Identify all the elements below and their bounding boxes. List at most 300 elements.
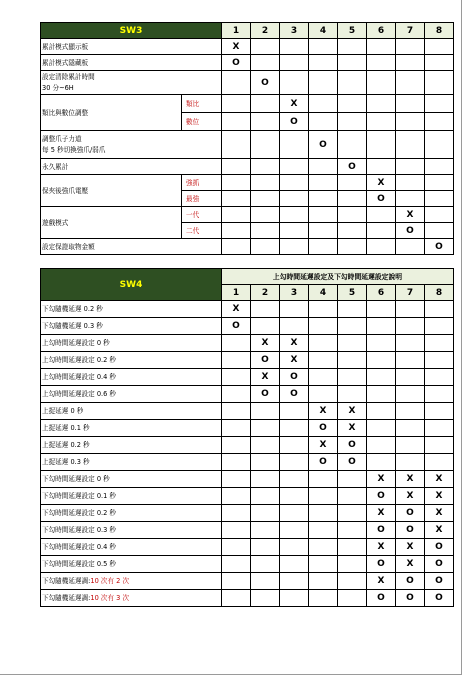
table-row [41,590,454,607]
switch-mark [338,335,367,352]
sw3-col-header: 2 [251,23,280,39]
switch-mark [396,369,425,386]
switch-mark [222,420,251,437]
row-sub-label: 最強 [182,191,222,207]
switch-mark [251,301,280,318]
switch-mark [338,207,367,223]
switch-mark [396,335,425,352]
switch-mark [309,71,338,95]
row-label-line: 每 5 秒切換強爪/弱爪 [42,145,106,154]
switch-mark [396,239,425,255]
switch-mark [425,95,454,113]
switch-mark [338,55,367,71]
switch-mark [280,454,309,471]
switch-mark [251,207,280,223]
switch-mark: X [280,335,309,352]
switch-mark [251,505,280,522]
table-row [41,95,454,113]
switch-mark [396,131,425,159]
switch-mark: X [367,505,396,522]
table-row [41,71,454,95]
row-label: 上勾時間延遲設定 0 秒 [41,335,222,352]
switch-mark [396,318,425,335]
switch-mark [251,573,280,590]
switch-mark: O [338,159,367,175]
switch-mark [338,556,367,573]
switch-mark [367,95,396,113]
sw4-header-row [41,269,454,285]
switch-mark [338,71,367,95]
switch-mark [338,386,367,403]
table-row [41,403,454,420]
switch-mark [280,403,309,420]
table-row [41,454,454,471]
switch-mark [251,159,280,175]
switch-mark: O [396,223,425,239]
switch-mark: O [396,573,425,590]
row-label: 下勾時間延遲設定 0.1 秒 [41,488,222,505]
switch-mark [251,239,280,255]
switch-mark [222,454,251,471]
switch-mark [425,335,454,352]
switch-mark: X [367,573,396,590]
switch-mark: X [396,556,425,573]
row-label: 遊戲模式 [41,207,182,239]
switch-mark [222,95,251,113]
switch-mark [338,590,367,607]
switch-mark [222,556,251,573]
switch-mark [367,55,396,71]
switch-mark [396,301,425,318]
switch-mark [367,131,396,159]
sw4-title: SW4 [41,269,222,301]
row-label: 下勾時間延遲設定 0.4 秒 [41,539,222,556]
switch-mark [309,175,338,191]
switch-mark [425,352,454,369]
switch-mark [280,175,309,191]
switch-mark [251,175,280,191]
sw3-title: SW3 [41,23,222,39]
switch-mark [338,239,367,255]
row-label: 下勾隨機延遲 0.2 秒 [41,301,222,318]
sw3-col-header: 1 [222,23,251,39]
switch-mark: O [425,556,454,573]
switch-mark [338,191,367,207]
switch-mark [367,454,396,471]
switch-mark [280,505,309,522]
switch-mark: O [251,352,280,369]
switch-mark [222,437,251,454]
switch-mark [425,71,454,95]
switch-mark [396,352,425,369]
switch-mark [251,488,280,505]
switch-mark [280,522,309,539]
switch-mark [222,335,251,352]
switch-mark [309,556,338,573]
switch-mark: X [280,352,309,369]
switch-mark [367,386,396,403]
switch-mark [396,403,425,420]
switch-mark [222,175,251,191]
row-label: 上勾時間延遲設定 0.6 秒 [41,386,222,403]
switch-mark [251,113,280,131]
switch-mark [309,239,338,255]
table-row [41,369,454,386]
switch-mark: O [367,590,396,607]
switch-mark [222,505,251,522]
switch-mark [425,301,454,318]
switch-mark [280,556,309,573]
switch-mark: X [222,39,251,55]
table-row [41,131,454,159]
sw3-col-header: 3 [280,23,309,39]
sw3-col-header: 4 [309,23,338,39]
switch-mark [425,207,454,223]
table-row [41,318,454,335]
switch-mark [309,223,338,239]
switch-mark [367,352,396,369]
table-row [41,175,454,191]
row-label: 設定保證取物金額 [41,239,222,255]
switch-mark: X [338,420,367,437]
switch-mark: X [425,471,454,488]
sw3-header-row [41,23,454,39]
sw3-table [40,22,454,255]
switch-mark [280,223,309,239]
switch-mark [367,113,396,131]
row-label: 下勾隨機延遲 0.3 秒 [41,318,222,335]
switch-mark [425,55,454,71]
row-label-highlight: 10 次有 2 次 [90,577,130,585]
row-label-prefix: 下勾隨機延遲調: [42,577,91,585]
row-label [41,131,222,159]
switch-mark: X [425,505,454,522]
switch-mark [396,159,425,175]
switch-mark [425,159,454,175]
switch-mark [280,191,309,207]
switch-mark [280,539,309,556]
table-row [41,239,454,255]
switch-mark [309,386,338,403]
sw4-col-header: 6 [367,285,396,301]
switch-mark [396,454,425,471]
switch-mark [425,454,454,471]
row-label-prefix: 下勾隨機延遲調: [42,594,91,602]
switch-mark [425,39,454,55]
switch-mark [251,95,280,113]
switch-mark [396,437,425,454]
switch-mark [309,55,338,71]
switch-mark [309,301,338,318]
switch-mark [338,131,367,159]
table-row [41,352,454,369]
switch-mark [222,71,251,95]
switch-mark [309,39,338,55]
switch-mark [280,420,309,437]
switch-mark: O [251,71,280,95]
switch-mark: X [222,301,251,318]
switch-mark: O [425,573,454,590]
sw4-col-header: 3 [280,285,309,301]
switch-mark [425,420,454,437]
table-row [41,301,454,318]
switch-mark: O [425,590,454,607]
sw3-col-header: 8 [425,23,454,39]
switch-mark: O [367,556,396,573]
switch-mark: X [309,437,338,454]
switch-mark [425,437,454,454]
switch-mark [222,223,251,239]
sw4-col-header: 8 [425,285,454,301]
switch-mark [425,223,454,239]
switch-mark [396,39,425,55]
table-row [41,505,454,522]
switch-mark [425,369,454,386]
switch-mark: X [251,369,280,386]
switch-mark [280,55,309,71]
switch-mark [367,403,396,420]
row-label: 保夾後強爪電壓 [41,175,182,207]
table-row [41,207,454,223]
row-label: 下勾時間延遲設定 0.2 秒 [41,505,222,522]
switch-mark: X [367,471,396,488]
switch-mark [222,159,251,175]
switch-mark: X [396,207,425,223]
switch-mark [280,71,309,95]
table-row [41,556,454,573]
switch-mark [367,39,396,55]
switch-mark [280,573,309,590]
switch-mark [425,113,454,131]
switch-mark [425,191,454,207]
row-label: 累計模式顯示板 [41,39,222,55]
switch-mark: O [280,369,309,386]
row-label: 下勾時間延遲設定 0.5 秒 [41,556,222,573]
switch-mark: X [396,488,425,505]
switch-mark [251,403,280,420]
switch-mark [396,175,425,191]
switch-mark [338,505,367,522]
row-label-highlight: 10 次有 3 次 [90,594,130,602]
switch-mark [309,369,338,386]
switch-mark [309,573,338,590]
switch-mark [425,318,454,335]
switch-mark [396,113,425,131]
switch-mark [367,301,396,318]
sw4-heading: 上勾時間延遲設定及下勾時間延遲設定說明 [222,269,454,285]
table-row [41,488,454,505]
switch-mark: X [309,403,338,420]
switch-mark [396,95,425,113]
switch-mark [222,369,251,386]
switch-mark [338,39,367,55]
row-sub-label: 強抓 [182,175,222,191]
switch-mark [222,239,251,255]
switch-mark [338,223,367,239]
row-label: 下勾時間延遲設定 0 秒 [41,471,222,488]
switch-mark [338,95,367,113]
row-sub-label: 二代 [182,223,222,239]
switch-mark [251,191,280,207]
switch-mark [338,175,367,191]
switch-mark: O [367,488,396,505]
row-sub-label: 類比 [182,95,222,113]
switch-mark [367,159,396,175]
switch-mark [396,55,425,71]
switch-mark [222,573,251,590]
switch-mark [280,131,309,159]
switch-mark [367,223,396,239]
switch-mark [222,488,251,505]
switch-mark [367,207,396,223]
sw4-col-header: 1 [222,285,251,301]
row-sub-label: 數位 [182,113,222,131]
switch-mark [338,522,367,539]
switch-mark: O [338,454,367,471]
table-row [41,39,454,55]
switch-mark [367,420,396,437]
switch-mark [309,159,338,175]
switch-mark: X [367,539,396,556]
row-label-line: 設定清除累計時間 [42,72,95,81]
switch-mark [309,590,338,607]
row-label: 下勾時間延遲設定 0.3 秒 [41,522,222,539]
switch-mark [396,420,425,437]
row-sub-label: 一代 [182,207,222,223]
switch-mark [222,386,251,403]
row-label [41,590,222,607]
switch-mark [396,386,425,403]
switch-mark [251,454,280,471]
switch-mark [251,39,280,55]
table-row [41,437,454,454]
row-label-line: 調整爪子力道 [42,134,82,143]
switch-mark: X [338,403,367,420]
row-label [41,71,222,95]
switch-mark [222,131,251,159]
switch-mark: O [338,437,367,454]
switch-mark: O [367,191,396,207]
row-label: 上捉延遲 0.3 秒 [41,454,222,471]
switch-mark [338,573,367,590]
switch-mark: O [222,318,251,335]
switch-mark: O [222,55,251,71]
row-label: 上捉延遲 0.1 秒 [41,420,222,437]
sw3-col-header: 7 [396,23,425,39]
switch-mark [367,369,396,386]
sw3-col-header: 5 [338,23,367,39]
switch-mark [309,522,338,539]
switch-mark [309,207,338,223]
switch-mark [222,522,251,539]
sw3-col-header: 6 [367,23,396,39]
switch-mark [367,318,396,335]
switch-mark [309,488,338,505]
switch-mark [222,352,251,369]
switch-mark [280,590,309,607]
switch-mark [338,369,367,386]
switch-mark [338,471,367,488]
switch-mark [280,301,309,318]
table-row [41,522,454,539]
switch-mark [309,539,338,556]
switch-mark [222,539,251,556]
switch-mark [280,471,309,488]
switch-mark: O [425,539,454,556]
switch-mark: O [280,113,309,131]
row-label: 類比與數位調整 [41,95,182,131]
sw4-col-header: 4 [309,285,338,301]
switch-mark [425,403,454,420]
table-row [41,573,454,590]
row-label: 上捉延遲 0 秒 [41,403,222,420]
switch-mark [338,113,367,131]
switch-mark [222,471,251,488]
switch-mark: X [396,471,425,488]
table-row [41,386,454,403]
switch-mark [251,131,280,159]
switch-mark [309,113,338,131]
switch-mark [425,131,454,159]
row-label: 永久累計 [41,159,222,175]
switch-mark: O [367,522,396,539]
switch-mark [251,590,280,607]
table-row [41,420,454,437]
switch-mark [338,352,367,369]
switch-mark [367,437,396,454]
switch-mark [280,488,309,505]
switch-mark [396,71,425,95]
switch-mark: O [251,386,280,403]
row-label [41,573,222,590]
switch-mark: X [425,522,454,539]
switch-mark [222,207,251,223]
switch-mark [280,159,309,175]
switch-mark [222,191,251,207]
switch-mark [280,207,309,223]
sw4-col-header: 2 [251,285,280,301]
sw4-col-header: 5 [338,285,367,301]
row-label: 上勾時間延遲設定 0.2 秒 [41,352,222,369]
switch-mark [222,403,251,420]
switch-mark: O [396,590,425,607]
table-row [41,471,454,488]
switch-mark: O [309,454,338,471]
switch-mark: X [251,335,280,352]
switch-mark [367,239,396,255]
switch-mark [367,71,396,95]
switch-mark [251,556,280,573]
switch-mark [251,55,280,71]
switch-mark [222,113,251,131]
switch-mark [338,318,367,335]
switch-mark [280,437,309,454]
switch-mark [280,318,309,335]
row-label-line: 30 分~6H [42,83,74,92]
switch-mark: O [396,522,425,539]
switch-mark: X [280,95,309,113]
switch-mark [425,175,454,191]
table-row [41,55,454,71]
row-label: 累計模式隱藏板 [41,55,222,71]
switch-mark [251,420,280,437]
table-row [41,335,454,352]
switch-mark [425,386,454,403]
switch-mark [309,95,338,113]
switch-mark [280,239,309,255]
switch-mark [251,318,280,335]
sw4-col-header: 7 [396,285,425,301]
